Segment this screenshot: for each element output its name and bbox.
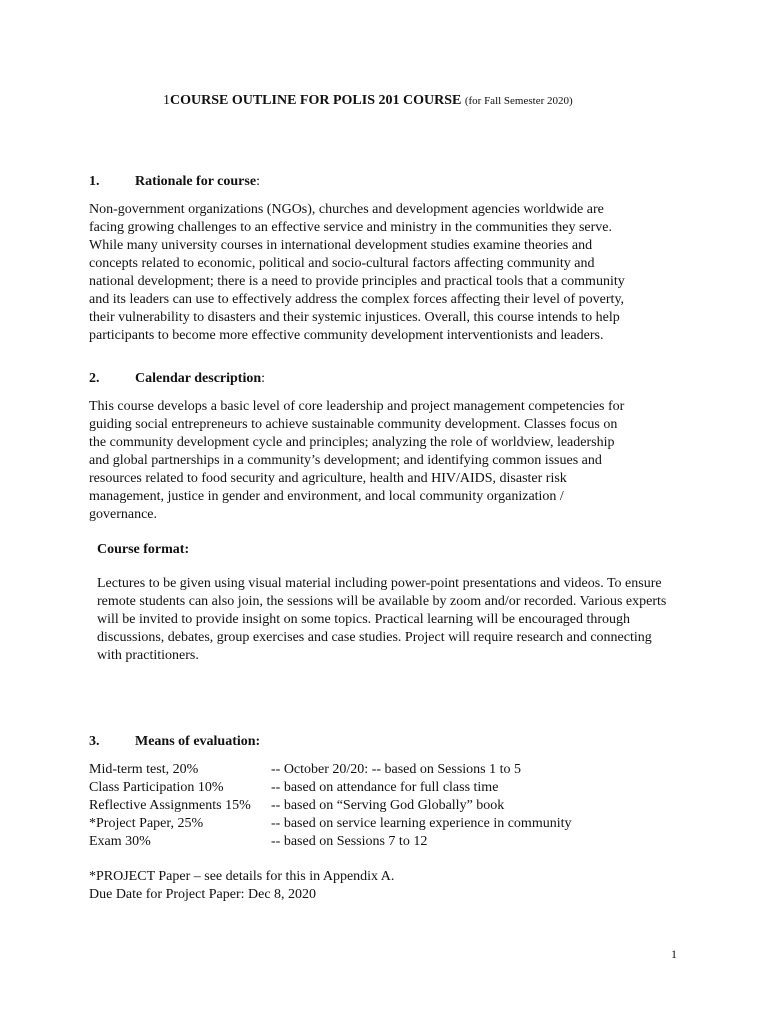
paragraph-line: concepts related to economic, political and socio-cultural factors affecting community and	[89, 256, 595, 271]
section-3-label: Means of evaluation:	[135, 734, 261, 749]
paragraph-line: Lectures to be given using visual material including power-point presentations and videos. To ensure	[97, 576, 662, 591]
course-format-heading	[97, 542, 189, 558]
title-main: COURSE OUTLINE FOR POLIS 201 COURSE	[170, 93, 462, 108]
section-1-body	[89, 201, 625, 345]
course-format-body	[97, 575, 666, 665]
paragraph-line: management, justice in gender and environment, and local community organization /	[89, 489, 564, 504]
page-number: 1	[671, 947, 677, 961]
section-2-number: 2.	[89, 371, 100, 386]
section-1-label: Rationale for course	[135, 174, 257, 189]
course-format-label: Course format:	[97, 542, 190, 557]
paragraph-line: the community development cycle and principles; analyzing the role of worldview, leadership	[89, 435, 615, 450]
paragraph-line: facing growing challenges to an effective service and ministry in the communities they serve.	[89, 220, 613, 235]
paragraph-line: national development; there is a need to provide principles and practical tools that a community	[89, 274, 625, 289]
section-1-label-wrap	[135, 174, 260, 190]
evaluation-item: Exam 30%	[89, 834, 151, 849]
evaluation-detail: -- based on attendance for full class time	[271, 780, 499, 795]
section-2-colon: :	[261, 371, 266, 386]
section-3-number: 3.	[89, 734, 100, 749]
section-2-label-wrap	[135, 371, 265, 387]
evaluation-item: *Project Paper, 25%	[89, 816, 204, 831]
evaluation-detail: -- based on “Serving God Globally” book	[271, 798, 505, 813]
title-prefix: 1	[163, 93, 170, 108]
paragraph-line: remote students can also join, the sessions will be available by zoom and/or recorded. Various experts	[97, 594, 667, 609]
section-1-number: 1.	[89, 174, 100, 189]
evaluation-detail: -- based on service learning experience in community	[271, 816, 572, 831]
paragraph-line: and its leaders can use to effectively address the complex forces affecting their level of poverty,	[89, 292, 625, 307]
evaluation-item: Mid-term test, 20%	[89, 762, 199, 777]
paragraph-line: with practitioners.	[97, 648, 199, 663]
paragraph-line: will be invited to provide insight on some topics. Practical learning will be encouraged through	[97, 612, 631, 627]
document-title	[163, 93, 573, 109]
paragraph-line: This course develops a basic level of core leadership and project management competencies for	[89, 399, 625, 414]
project-paper-note: *PROJECT Paper – see details for this in Appendix A.	[89, 869, 395, 884]
paragraph-line: guiding social entrepreneurs to achieve sustainable community development. Classes focus on	[89, 417, 618, 432]
evaluation-item: Class Participation 10%	[89, 780, 224, 795]
title-subtitle: (for Fall Semester 2020)	[464, 95, 573, 107]
section-1-colon: :	[256, 174, 260, 189]
paragraph-line: and global partnerships in a community’s development; and identifying common issues and	[89, 453, 602, 468]
section-2-body	[89, 398, 624, 524]
paragraph-line: Non-government organizations (NGOs), churches and development agencies worldwide are	[89, 202, 604, 217]
paragraph-line: While many university courses in international development studies examine theories and	[89, 238, 593, 253]
paragraph-line: their vulnerability to disasters and their systemic injustices. Overall, this course intends to help	[89, 310, 620, 325]
evaluation-notes	[89, 868, 394, 904]
paragraph-line: governance.	[89, 507, 158, 522]
section-2-label: Calendar description	[135, 371, 262, 386]
due-date-note: Due Date for Project Paper: Dec 8, 2020	[89, 887, 317, 902]
paragraph-line: resources related to food security and agriculture, health and HIV/AIDS, disaster risk	[89, 471, 567, 486]
evaluation-item: Reflective Assignments 15%	[89, 798, 251, 813]
paragraph-line: participants to become more effective community development interventionists and leaders.	[89, 328, 604, 343]
evaluation-detail: -- October 20/20: -- based on Sessions 1 to 5	[271, 762, 522, 777]
evaluation-detail: -- based on Sessions 7 to 12	[271, 834, 428, 849]
paragraph-line: discussions, debates, group exercises and case studies. Project will require research and connecting	[97, 630, 652, 645]
